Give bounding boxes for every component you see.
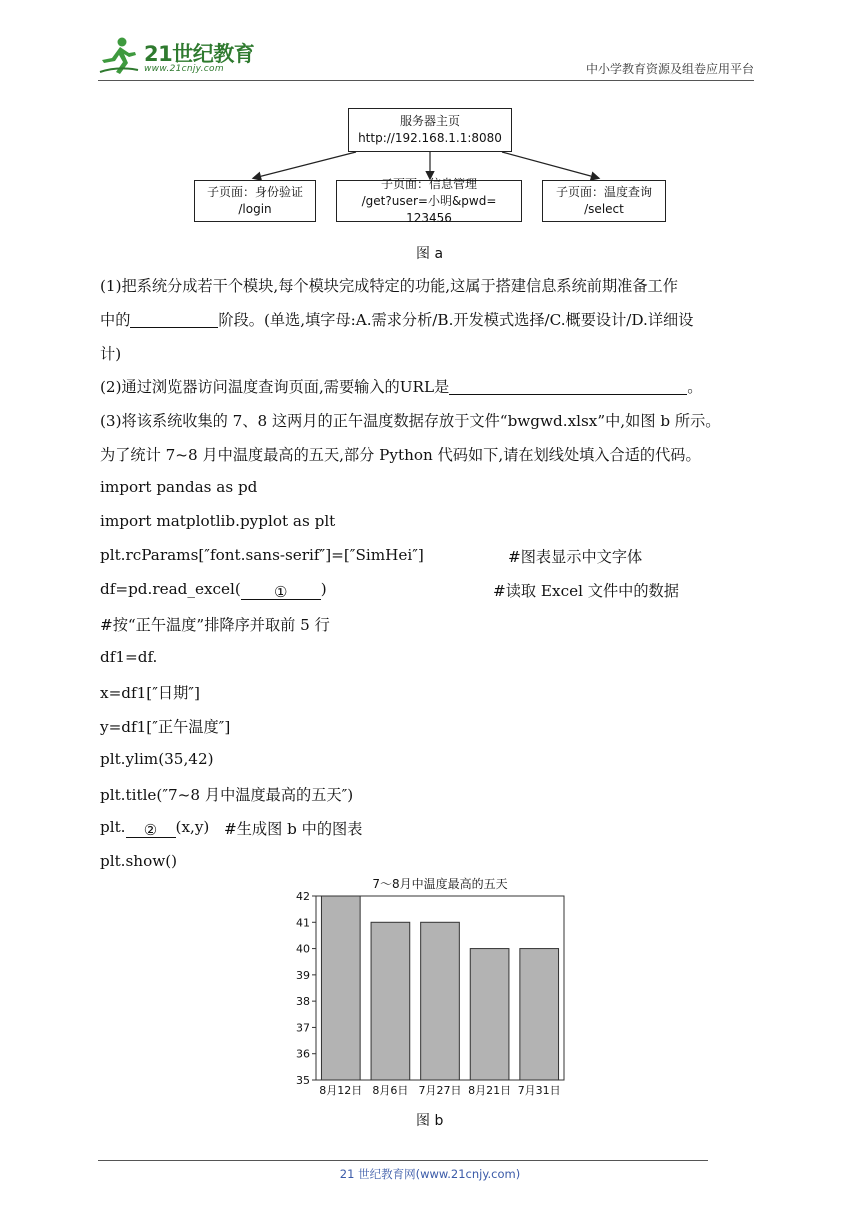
y-tick-label: 40 (296, 942, 310, 956)
answer-blank-1[interactable]: ① (241, 583, 321, 600)
node-url: http://192.168.1.1:8080 (358, 131, 502, 145)
footer-text[interactable]: 21 世纪教育网(www.21cnjy.com) (339, 1167, 521, 1181)
code-line-8: y=df1[″正午温度″] (100, 718, 231, 736)
y-tick-label: 42 (296, 890, 310, 903)
node-path: /get?user=小明&pwd= 123456 (361, 193, 497, 225)
diagram-a (190, 108, 676, 224)
code-line-3: plt.rcParams[″font.sans-serif″]=[″SimHei″] (100, 546, 424, 564)
y-tick-label: 41 (296, 916, 310, 930)
code-line-5: #按“正午温度”排降序并取前 5 行 (100, 616, 330, 634)
code-line-1: import pandas as pd (100, 478, 258, 496)
q1-line-3: 计) (100, 345, 122, 363)
q3-line-2: 为了统计 7~8 月中温度最高的五天,部分 Python 代码如下,请在划线处填入合适的代码。 (100, 446, 701, 464)
bar (520, 949, 559, 1080)
code-line-4 (100, 580, 327, 600)
text-fragment: ) (320, 580, 327, 598)
x-tick-label: 7月27日 (418, 1084, 462, 1097)
arrow-to-login (254, 152, 356, 178)
bar (470, 949, 509, 1080)
node-label: 子页面：信息管理 (380, 176, 477, 191)
node-path: /select (584, 202, 624, 216)
code-comment-11: #生成图 b 中的图表 (224, 820, 363, 838)
code-line-11 (100, 818, 209, 838)
page-header (98, 34, 754, 80)
node-label: 服务器主页 (399, 114, 460, 128)
q3-line-1: (3)将该系统收集的 7、8 这两月的正午温度数据存放于文件“bwgwd.xlsx”中,如图 b 所示。 (100, 412, 721, 430)
node-info-manage (336, 176, 522, 225)
text-fragment: df=pd.read_excel( (100, 580, 241, 598)
answer-blank-q1[interactable] (130, 311, 218, 328)
header-tagline: 中小学教育资源及组卷应用平台 (585, 62, 754, 76)
figure-a-caption: 图 a (416, 246, 444, 262)
bar (421, 922, 460, 1080)
text-fragment: plt. (100, 818, 126, 836)
bar-chart (286, 870, 576, 1106)
y-tick-label: 37 (296, 1021, 310, 1035)
q2-line (100, 376, 702, 397)
x-tick-label: 7月31日 (517, 1084, 561, 1097)
text-fragment: (x,y) (175, 818, 210, 836)
chart-title: 7～8月中温度最高的五天 (372, 877, 508, 891)
text-fragment: 中的 (100, 311, 131, 329)
y-tick-label: 36 (296, 1047, 310, 1061)
q1-line-1: (1)把系统分成若干个模块,每个模块完成特定的功能,这属于搭建信息系统前期准备工作 (100, 277, 678, 295)
figure-b-chart (286, 870, 576, 1106)
footer-divider (98, 1160, 708, 1161)
bar (321, 896, 360, 1080)
runner-icon (98, 36, 142, 76)
x-tick-label: 8月21日 (468, 1084, 512, 1097)
code-line-9: plt.ylim(35,42) (100, 750, 214, 768)
node-login (194, 180, 316, 222)
arrow-to-select (502, 152, 598, 178)
logo-url: www.21cnjy.com (144, 64, 224, 74)
node-path: /login (238, 202, 272, 216)
bar (371, 922, 410, 1080)
text-fragment: 。 (687, 378, 703, 396)
logo-text: 21世纪教育 (144, 42, 255, 66)
answer-blank-q2[interactable] (449, 378, 687, 395)
code-comment-4: #读取 Excel 文件中的数据 (493, 582, 679, 600)
y-tick-label: 39 (296, 968, 310, 982)
site-logo[interactable] (98, 34, 268, 80)
code-comment-3: #图表显示中文字体 (508, 548, 643, 566)
y-tick-label: 35 (296, 1074, 310, 1087)
node-label: 子页面：身份验证 (206, 185, 303, 199)
code-line-6: df1=df. (100, 648, 158, 666)
node-server-home (348, 108, 512, 152)
header-divider (98, 80, 754, 81)
x-tick-label: 8月12日 (319, 1084, 363, 1097)
code-line-2: import matplotlib.pyplot as plt (100, 512, 336, 530)
figure-b-caption: 图 b (416, 1113, 444, 1129)
text-fragment: (2)通过浏览器访问温度查询页面,需要输入的URL是 (100, 378, 450, 396)
x-tick-label: 8月6日 (372, 1084, 409, 1097)
code-line-7: x=df1[″日期″] (100, 684, 200, 702)
node-temp-query (542, 180, 666, 222)
code-line-10: plt.title(″7~8 月中温度最高的五天″) (100, 786, 354, 804)
answer-blank-2[interactable]: ② (126, 821, 176, 838)
code-line-12: plt.show() (100, 852, 178, 870)
text-fragment: 阶段。(单选,填字母:A.需求分析/B.开发模式选择/C.概要设计/D.详细设 (218, 311, 694, 329)
y-tick-label: 38 (296, 995, 310, 1009)
node-label: 子页面：温度查询 (555, 185, 652, 199)
q1-line-2 (100, 309, 693, 330)
